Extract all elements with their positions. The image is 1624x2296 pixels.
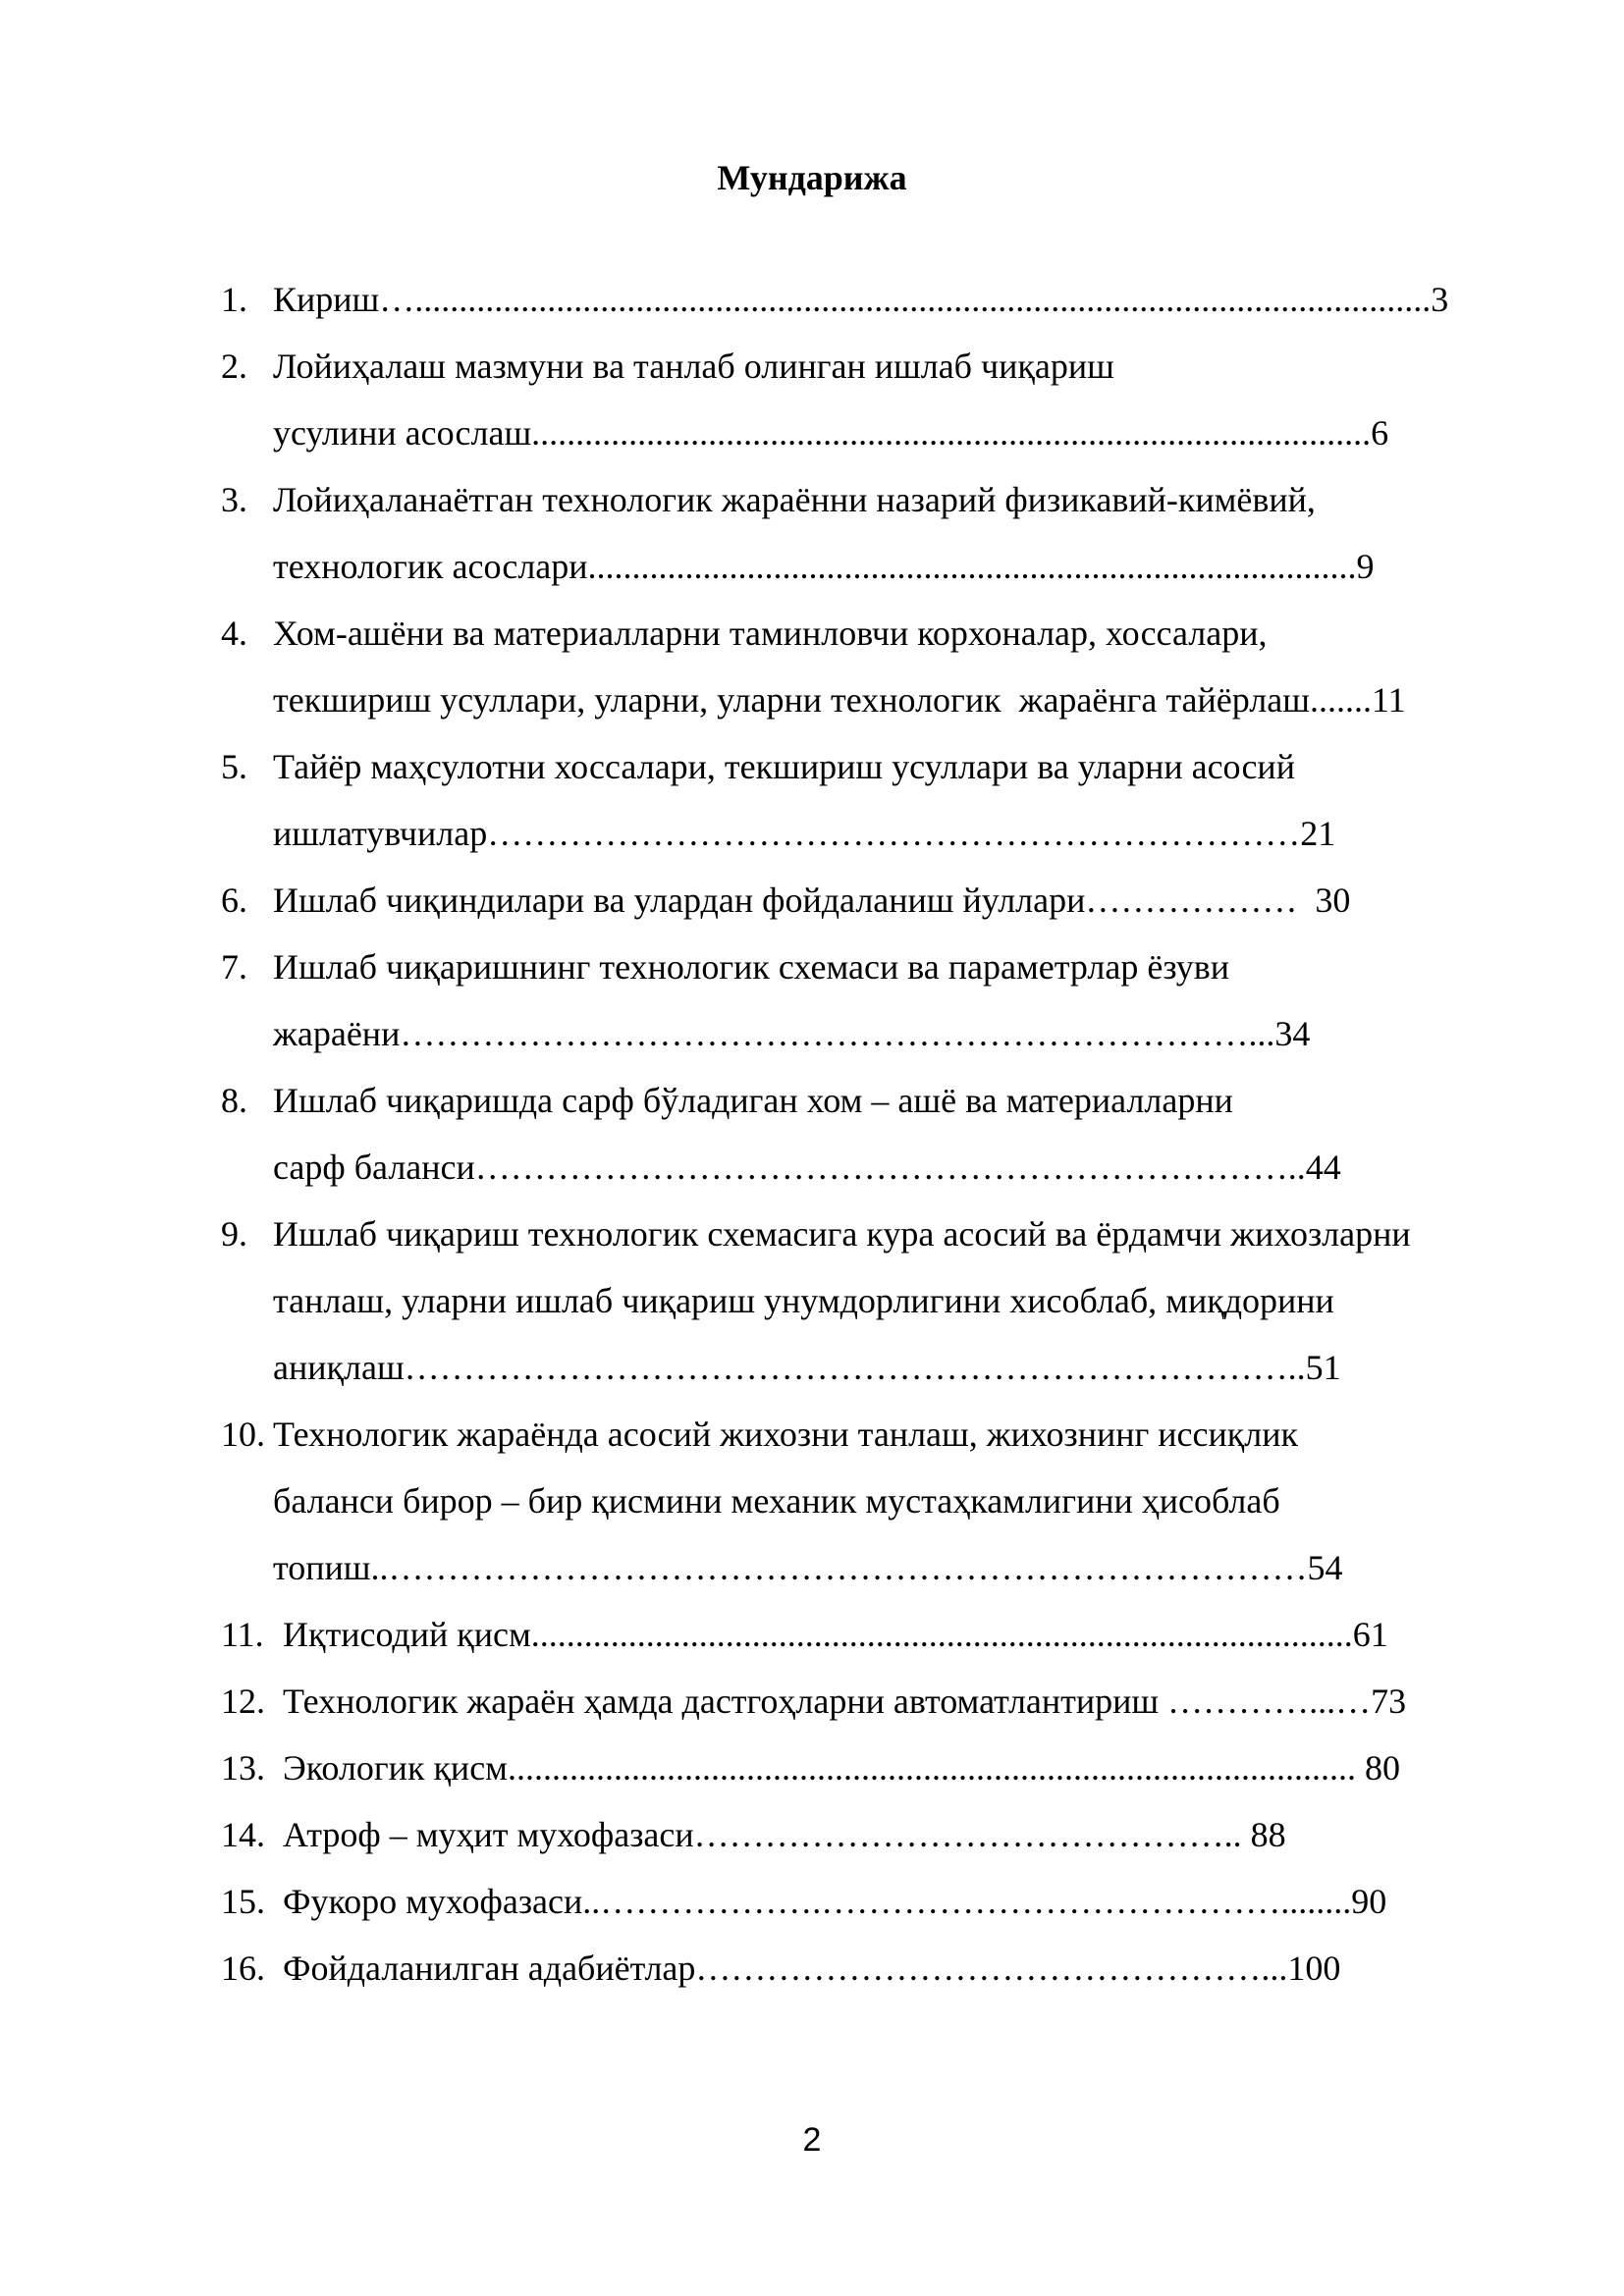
toc-entry-number: 4.	[221, 614, 247, 653]
toc-entry-continuation	[221, 1143, 1532, 1192]
toc-entry-text: Лойиҳалаш мазмуни ва танлаб олинган ишлаб чиқариш	[273, 347, 1114, 386]
toc-entry-number: 14.	[221, 1815, 265, 1854]
toc-entry-number: 1.	[221, 280, 247, 319]
toc-entry-line	[221, 275, 1532, 324]
toc-entry-text: Фойдаланилган адабиётлар…………………………………………...100	[283, 1949, 1341, 1988]
toc-entry-line	[221, 1743, 1532, 1792]
toc-entry-text: аниқлаш…………………………………………………………………..51	[273, 1348, 1341, 1387]
toc-entry-number: 12.	[221, 1682, 265, 1721]
page-title: Мундарижа	[717, 158, 907, 197]
toc-entry-continuation	[221, 1276, 1532, 1325]
toc-entry-text: топиш..……………………………………………………………………54	[273, 1548, 1343, 1587]
toc-entry-text: танлаш, уларни ишлаб чиқариш унумдорлигини хисоблаб, миқдорини	[273, 1281, 1334, 1320]
toc-entry-number: 10.	[221, 1415, 265, 1454]
toc-entry-line	[221, 1209, 1532, 1258]
toc-entry-continuation	[221, 1543, 1532, 1592]
toc-entry-continuation	[221, 675, 1532, 724]
toc-entry-text: Технологик жараён ҳамда дастгоҳларни автоматлантириш …………...…73	[283, 1682, 1407, 1721]
toc-entry-text: сарф баланси……………………………………………………………..44	[273, 1148, 1341, 1187]
toc-entry-continuation	[221, 1343, 1532, 1392]
toc-entry-line	[221, 1076, 1532, 1125]
toc-entry-text: баланси бирор – бир қисмини механик мустаҳкамлигини ҳисоблаб	[273, 1481, 1280, 1521]
toc-entry-number: 13.	[221, 1748, 265, 1788]
toc-entry-text: Экологик қисм................................................................................................ 80	[283, 1748, 1400, 1788]
toc-entry-line	[221, 475, 1532, 524]
toc-entry-text: Атроф – муҳит мухофазаси……………………………………….. 88	[283, 1815, 1286, 1854]
toc-entry-text: Лойиҳаланаётган технологик жараённи назарий физикавий-кимёвий,	[273, 480, 1316, 519]
toc-entry-number: 15.	[221, 1882, 265, 1921]
toc-entry-text: ишлатувчилар……………………………………………………………21	[273, 814, 1336, 853]
toc-entry-text: Ишлаб чиқиндилари ва улардан фойдаланиш йуллари……………… 30	[273, 881, 1351, 920]
toc-entry-text: Хом-ашёни ва материалларни таминловчи корхоналар, хоссалари,	[273, 614, 1268, 653]
toc-entry-continuation	[221, 408, 1532, 457]
toc-entry-line	[221, 1810, 1532, 1859]
toc-entry-line	[221, 742, 1532, 791]
toc-entry-text: жараёни………………………………………………………………...34	[273, 1014, 1311, 1053]
toc-entry-text: Технологик жараёнда асосий жихозни танлаш, жихознинг иссиқлик	[273, 1415, 1298, 1454]
toc-entry-text: Иқтисодий қисм.............................................................................................61	[283, 1615, 1388, 1654]
toc-entry-text: усулини асослаш...............................................................................................6	[273, 413, 1389, 453]
toc-entry-text: Фукоро мухофазаси..……………….…………………………………........90	[283, 1882, 1387, 1921]
page-number: 2	[802, 2121, 822, 2159]
toc-entry-line	[221, 1677, 1532, 1726]
toc-entry-continuation	[221, 1476, 1532, 1525]
toc-entry-number: 6.	[221, 881, 247, 920]
toc-entry-number: 9.	[221, 1214, 247, 1254]
toc-entry-continuation	[221, 1009, 1532, 1058]
toc-entry-text: текшириш усуллари, уларни, уларни технологик жараёнга тайёрлаш.......11	[273, 680, 1406, 720]
toc-entry-line	[221, 609, 1532, 658]
toc-entry-number: 16.	[221, 1949, 265, 1988]
toc-entry-line	[221, 942, 1532, 991]
toc-entry-line	[221, 1944, 1532, 1993]
toc-entry-line	[221, 342, 1532, 391]
toc-entry-text: Тайёр маҳсулотни хоссалари, текшириш усуллари ва уларни асосий	[273, 747, 1295, 786]
toc-entry-text: Кириш…...................................................................................................................3	[273, 280, 1449, 319]
toc-entry-text: Ишлаб чиқариш технологик схемасига кура асосий ва ёрдамчи жихозларни	[273, 1214, 1411, 1254]
toc-entry-text: технологик асослари.......................................................................................9	[273, 547, 1375, 586]
toc-entry-text: Ишлаб чиқаришнинг технологик схемаси ва параметрлар ёзуви	[273, 947, 1230, 987]
toc-entry-number: 2.	[221, 347, 247, 386]
toc-entry-line	[221, 1610, 1532, 1659]
toc-entry-line	[221, 1410, 1532, 1459]
toc-entry-continuation	[221, 542, 1532, 591]
toc-entry-number: 7.	[221, 947, 247, 987]
toc-entry-text: Ишлаб чиқаришда сарф бўладиган хом – ашё ва материалларни	[273, 1081, 1233, 1120]
toc-entry-number: 8.	[221, 1081, 247, 1120]
toc-entry-continuation	[221, 809, 1532, 858]
toc-entry-line	[221, 1877, 1532, 1926]
toc-entry-line	[221, 876, 1532, 925]
toc-entry-number: 5.	[221, 747, 247, 786]
toc-entry-number: 3.	[221, 480, 247, 519]
toc-entry-number: 11.	[221, 1615, 264, 1654]
